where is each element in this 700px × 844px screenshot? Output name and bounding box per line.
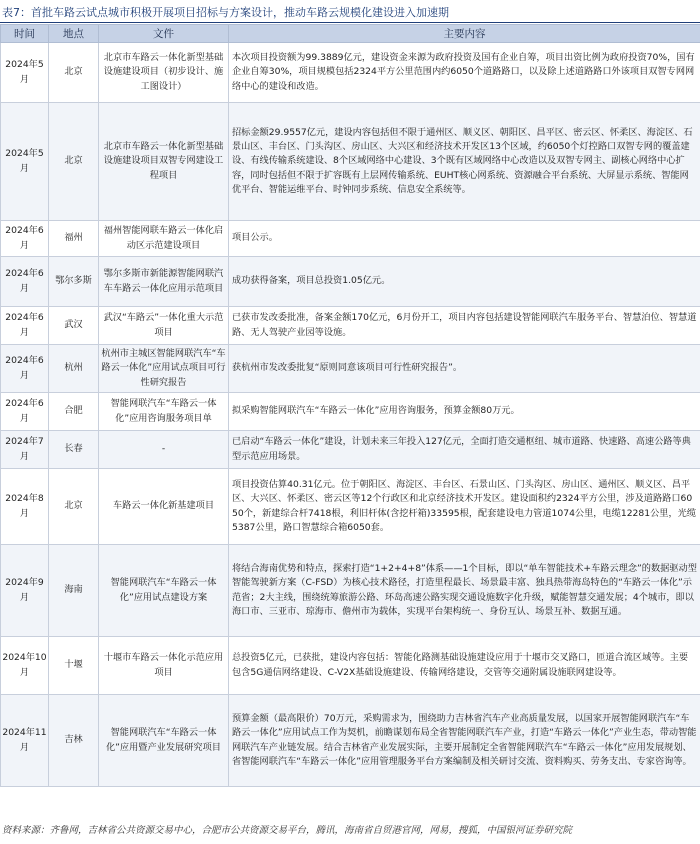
cell-doc: 智能网联汽车“车路云一体化”应用咨询服务项目单 bbox=[99, 393, 229, 431]
cell-time: 2024年8月 bbox=[1, 469, 49, 545]
cell-content: 总投资5亿元，已获批，建设内容包括：智能化路测基础设施建设应用于十堰市交叉路口，匝道合流区域等。主要包含5G通信网络建设、C-V2X基础设施建设、传输网络建设，交管等交通附属设施联网建设等。 bbox=[229, 637, 700, 695]
table-row bbox=[1, 43, 700, 103]
cell-time: 2024年6月 bbox=[1, 345, 49, 393]
cell-doc: - bbox=[99, 431, 229, 469]
cell-content: 项目投资估算40.31亿元。位于朝阳区、海淀区、丰台区、石景山区、门头沟区、房山区、通州区、顺义区、昌平区、大兴区、怀柔区、密云区等12个行政区和北京经济技术开发区。建设面积约2324平方公里，涉及道路路口6050个，新建综合杆7418根，利旧杆体(含挖杆箱)33595根，配套建设电力管道1074公里，电缆12281公里，光缆5387公里，路口智慧综合箱6050套。 bbox=[229, 469, 700, 545]
cell-place: 武汉 bbox=[49, 307, 99, 345]
cell-doc: 智能网联汽车“车路云一体化”应用暨产业发展研究项目 bbox=[99, 695, 229, 787]
cell-time: 2024年6月 bbox=[1, 221, 49, 257]
cell-content: 本次项目投资额为99.3889亿元，建设资金来源为政府投资及国有企业自筹，项目出资比例为政府投资70%，国有企业自筹30%，项目规模包括2324平方公里范围内约6050个道路路口，以及除上述道路路口外该项目双智专网网络中心的建设和改造。 bbox=[229, 43, 700, 103]
title-rule bbox=[0, 22, 700, 23]
cell-doc: 福州智能网联车路云一体化启动区示范建设项目 bbox=[99, 221, 229, 257]
header-doc: 文件 bbox=[99, 25, 229, 43]
projects-table bbox=[0, 24, 700, 787]
cell-time: 2024年7月 bbox=[1, 431, 49, 469]
header-row bbox=[1, 25, 700, 43]
cell-doc: 北京市车路云一体化新型基础设施建设项目双智专网建设工程项目 bbox=[99, 103, 229, 221]
table-row bbox=[1, 393, 700, 431]
cell-content: 已启动“车路云一体化”建设，计划未来三年投入127亿元，全面打造交通枢纽、城市道路、快速路、高速公路等典型示范应用场景。 bbox=[229, 431, 700, 469]
cell-place: 吉林 bbox=[49, 695, 99, 787]
cell-place: 长春 bbox=[49, 431, 99, 469]
cell-place: 北京 bbox=[49, 469, 99, 545]
table-row bbox=[1, 221, 700, 257]
table-row bbox=[1, 637, 700, 695]
header-time: 时间 bbox=[1, 25, 49, 43]
cell-doc: 鄂尔多斯市新能源智能网联汽车车路云一体化应用示范项目 bbox=[99, 257, 229, 307]
cell-time: 2024年10月 bbox=[1, 637, 49, 695]
cell-content: 成功获得备案，项目总投资1.05亿元。 bbox=[229, 257, 700, 307]
cell-place: 海南 bbox=[49, 545, 99, 637]
cell-time: 2024年6月 bbox=[1, 257, 49, 307]
table-row bbox=[1, 695, 700, 787]
cell-doc: 北京市车路云一体化新型基础设施建设项目（初步设计、施工图设计） bbox=[99, 43, 229, 103]
cell-time: 2024年6月 bbox=[1, 393, 49, 431]
cell-doc: 车路云一体化新基建项目 bbox=[99, 469, 229, 545]
cell-time: 2024年11月 bbox=[1, 695, 49, 787]
table-row bbox=[1, 469, 700, 545]
cell-content: 已获市发改委批准，备案金额170亿元，6月份开工，项目内容包括建设智能网联汽车服务平台、智慧泊位、智慧道路、无人驾驶产业园等设施。 bbox=[229, 307, 700, 345]
header-content: 主要内容 bbox=[229, 25, 700, 43]
table-row bbox=[1, 345, 700, 393]
table-row bbox=[1, 431, 700, 469]
cell-time: 2024年6月 bbox=[1, 307, 49, 345]
cell-place: 北京 bbox=[49, 43, 99, 103]
cell-doc: 杭州市主城区智能网联汽车“车路云一体化”应用试点项目可行性研究报告 bbox=[99, 345, 229, 393]
table-row bbox=[1, 103, 700, 221]
cell-content: 拟采购智能网联汽车“车路云一体化”应用咨询服务，预算金额80万元。 bbox=[229, 393, 700, 431]
cell-doc: 智能网联汽车“车路云一体化”应用试点建设方案 bbox=[99, 545, 229, 637]
header-place: 地点 bbox=[49, 25, 99, 43]
cell-time: 2024年5月 bbox=[1, 103, 49, 221]
cell-content: 招标金额29.9557亿元，建设内容包括但不限于通州区、顺义区、朝阳区、昌平区、密云区、怀柔区、海淀区、石景山区、丰台区、门头沟区、房山区、大兴区和经济技术开发区13个区域，约6050个灯控路口双智专网的覆盖建设、有线传输系统建设、8个区域网络中心建设、3个既有区域网络中心改造以及双智专网主、副核心网络中心扩容，同时包括但不限于扩容既有上层网传输系统、EUHT核心网系统、资源融合平台系统、大屏显示系统、智能网优平台、智能运维平台、时钟同步系统、信息安全系统等。 bbox=[229, 103, 700, 221]
cell-place: 合肥 bbox=[49, 393, 99, 431]
cell-time: 2024年9月 bbox=[1, 545, 49, 637]
table-row bbox=[1, 307, 700, 345]
cell-doc: 十堰市车路云一体化示范应用项目 bbox=[99, 637, 229, 695]
cell-place: 北京 bbox=[49, 103, 99, 221]
table-row bbox=[1, 257, 700, 307]
table-row bbox=[1, 545, 700, 637]
cell-content: 预算金额（最高限价）70万元，采购需求为，围绕助力吉林省汽车产业高质量发展，以国家开展智能网联汽车“车路云一体化”应用试点工作为契机，前瞻谋划布局全省智能网联汽车产业，打造“车路云一体化”产业生态，带动智能网联汽车产业链发展。结合吉林省产业发展实际，主要开展制定全省智能网联汽车“车路云一体化”应用发展规划、省智能网联汽车“车路云一体化”应用管理服务平台方案编制及相关研讨交流、资料购买、劳务支出、专家咨询等。 bbox=[229, 695, 700, 787]
cell-place: 十堰 bbox=[49, 637, 99, 695]
cell-content: 获杭州市发改委批复“原则同意该项目可行性研究报告”。 bbox=[229, 345, 700, 393]
cell-content: 项目公示。 bbox=[229, 221, 700, 257]
cell-content: 将结合海南优势和特点，探索打造“1+2+4+8”体系——1个目标，即以“单车智能技术+车路云理念”的数据驱动型智能驾驶新方案（C-FSD）为核心技术路径，打造里程最长、场景最丰富、独具热带海岛特色的“车路云一体化”示范省；2大主线，围绕统筹旅游公路、环岛高速公路实现交通设施数字化升级，赋能智慧交通发展；4个城市，即以海口市、三亚市、琼海市、儋州市为载体，实现平台架构统一、身份互认、场景互补、数据互通。 bbox=[229, 545, 700, 637]
source-note: 资料来源：齐鲁网，吉林省公共资源交易中心，合肥市公共资源交易平台，腾讯，海南省自贸港官网，网易，搜狐，中国银河证券研究院 bbox=[2, 825, 573, 836]
cell-doc: 武汉“车路云”一体化重大示范项目 bbox=[99, 307, 229, 345]
cell-place: 鄂尔多斯 bbox=[49, 257, 99, 307]
cell-place: 福州 bbox=[49, 221, 99, 257]
cell-time: 2024年5月 bbox=[1, 43, 49, 103]
cell-place: 杭州 bbox=[49, 345, 99, 393]
table-title: 表7：首批车路云试点城市积极开展项目招标与方案设计，推动车路云规模化建设进入加速期 bbox=[2, 6, 449, 19]
